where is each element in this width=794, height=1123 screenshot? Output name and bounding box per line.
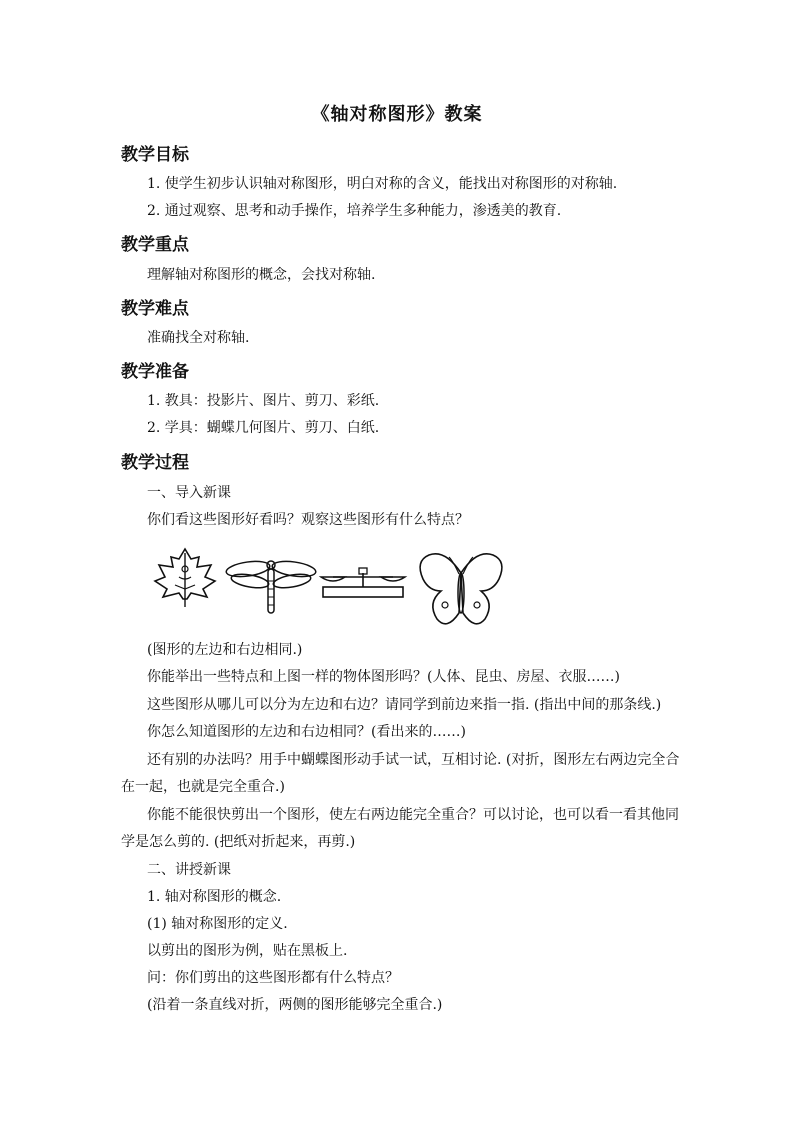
leaf-icon bbox=[153, 547, 217, 609]
process-line: 在一起，也就是完全重合.) bbox=[121, 779, 285, 795]
goal-item-1: 1. 使学生初步认识轴对称图形，明白对称的含义，能找出对称图形的对称轴. bbox=[147, 176, 618, 192]
key-points-text: 理解轴对称图形的概念，会找对称轴. bbox=[147, 267, 376, 283]
heading-preparation: 教学准备 bbox=[121, 362, 189, 382]
process-line: 你能举出一些特点和上图一样的物体图形吗？(人体、昆虫、房屋、衣服……) bbox=[147, 669, 620, 685]
page-title: 《轴对称图形》教案 bbox=[311, 104, 483, 125]
balance-scale-icon bbox=[317, 565, 409, 601]
process-line: 学是怎么剪的. (把纸对折起来，再剪.) bbox=[121, 834, 356, 850]
heading-difficulty: 教学难点 bbox=[121, 299, 189, 319]
symmetric-figures bbox=[145, 547, 515, 635]
prep-item-2: 2. 学具：蝴蝶几何图片、剪刀、白纸. bbox=[147, 420, 380, 436]
process-line: 1. 轴对称图形的概念. bbox=[147, 889, 282, 905]
butterfly-icon bbox=[415, 547, 507, 633]
prep-item-1: 1. 教具：投影片、图片、剪刀、彩纸. bbox=[147, 393, 380, 409]
heading-key-points: 教学重点 bbox=[121, 235, 189, 255]
heading-process: 教学过程 bbox=[121, 453, 189, 473]
process-line: 二、讲授新课 bbox=[147, 862, 231, 878]
dragonfly-icon bbox=[225, 557, 317, 615]
process-line: (图形的左边和右边相同.) bbox=[147, 642, 303, 658]
process-line: 问：你们剪出的这些图形都有什么特点？ bbox=[147, 970, 399, 986]
process-line: 你们看这些图形好看吗？观察这些图形有什么特点？ bbox=[147, 512, 469, 528]
heading-goals: 教学目标 bbox=[121, 145, 189, 165]
difficulty-text: 准确找全对称轴. bbox=[147, 330, 250, 346]
goal-item-2: 2. 通过观察、思考和动手操作，培养学生多种能力，渗透美的教育. bbox=[147, 203, 562, 219]
process-line: 以剪出的图形为例，贴在黑板上. bbox=[147, 943, 348, 959]
process-line: (1) 轴对称图形的定义. bbox=[147, 916, 288, 932]
process-line: (沿着一条直线对折，两侧的图形能够完全重合.) bbox=[147, 997, 443, 1013]
process-line: 一、导入新课 bbox=[147, 485, 231, 501]
process-line: 这些图形从哪儿可以分为左边和右边？请同学到前边来指一指. (指出中间的那条线.) bbox=[147, 697, 662, 713]
process-line: 你怎么知道图形的左边和右边相同？(看出来的……) bbox=[147, 724, 466, 740]
process-line: 你能不能很快剪出一个图形，使左右两边能完全重合？可以讨论，也可以看一看其他同 bbox=[147, 807, 679, 823]
process-line: 还有别的办法吗？用手中蝴蝶图形动手试一试，互相讨论. (对折，图形左右两边完全合 bbox=[147, 752, 680, 768]
